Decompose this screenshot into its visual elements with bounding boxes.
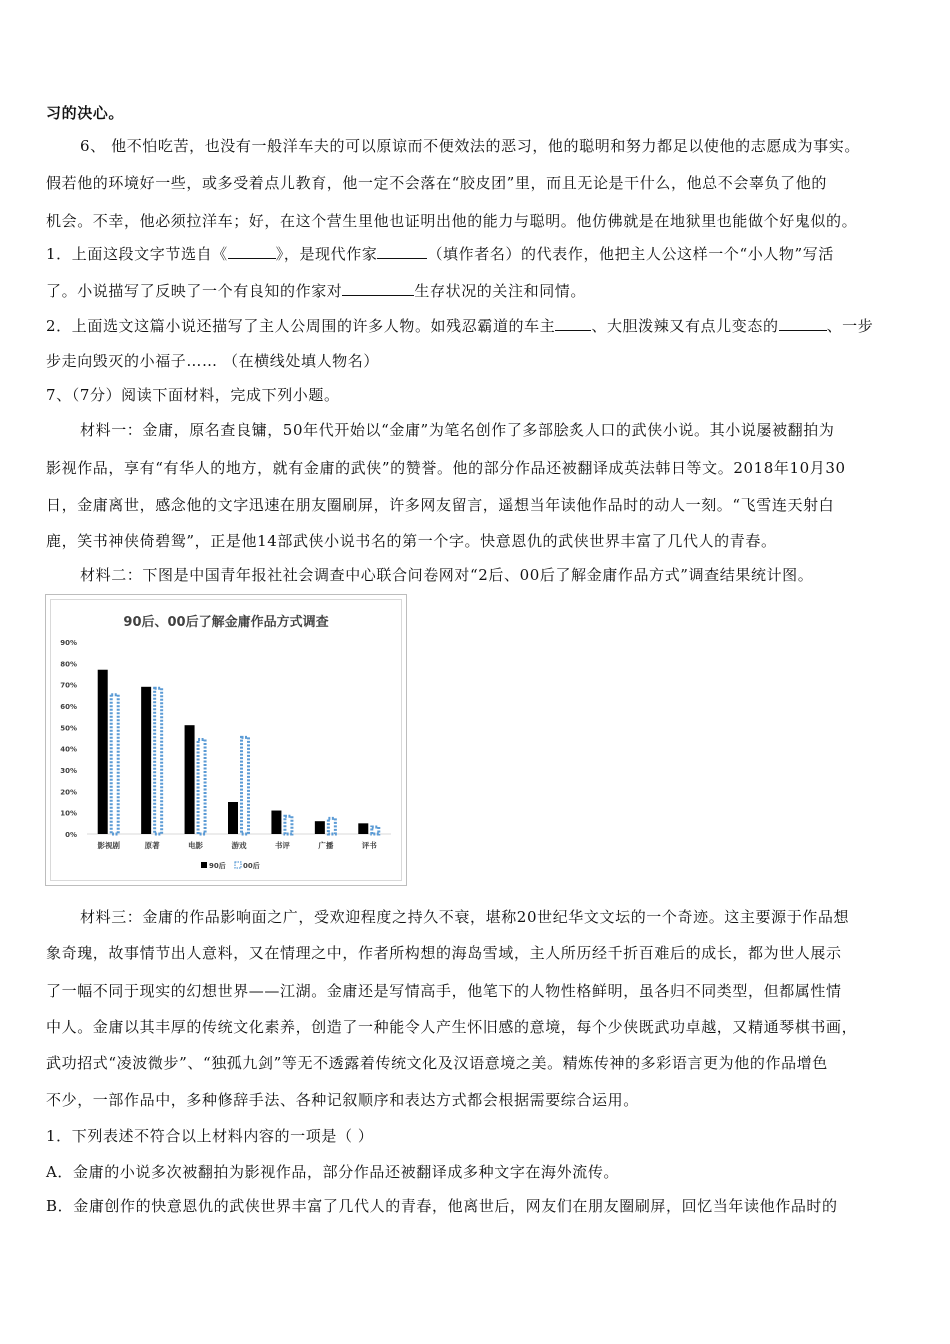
x-tick-label: 游戏 <box>231 841 247 850</box>
legend-swatch-00s <box>235 862 241 868</box>
bar-90s <box>358 823 368 834</box>
bar-00s <box>198 740 205 835</box>
question-line <box>46 316 912 336</box>
bar-90s <box>315 821 325 834</box>
x-tick-label: 影视剧 <box>97 841 120 850</box>
y-tick-label: 90% <box>60 639 77 647</box>
option-b: B．金庸创作的快意恩仇的武侠世界丰富了几代人的青春，他离世后，网友们在朋友圈刷屏，回忆当年读他作品时的 <box>46 1197 838 1215</box>
legend-swatch-90s <box>201 862 207 868</box>
bar-00s <box>155 688 162 834</box>
x-tick-label: 广播 <box>318 841 334 850</box>
text-line: 材料三：金庸的作品影响面之广，受欢迎程度之持久不衰，堪称20世纪华文文坛的一个奇迹。这主要源于作品想 <box>80 908 850 926</box>
text-line: 机会。不幸，他必须拉洋车；好，在这个营生里他也证明出他的能力与聪明。他仿佛就是在地狱里也能做个好鬼似的。 <box>46 212 858 230</box>
text-line: 影视作品，享有“有华人的地方，就有金庸的武侠”的赞誉。他的部分作品还被翻译成英法韩日等文。2018年10月30 <box>46 459 846 477</box>
fill-blank <box>228 244 276 259</box>
y-tick-label: 50% <box>60 724 77 733</box>
chart-area <box>50 599 402 881</box>
bar-90s <box>141 687 151 834</box>
bar-00s <box>111 695 118 834</box>
text-line: 日，金庸离世，感念他的文字迅速在朋友圈刷屏，许多网友留言，遥想当年读他作品时的动人一刻。“飞雪连天射白 <box>46 496 835 514</box>
question-text: 、一步 <box>826 317 874 335</box>
bar-00s <box>372 827 379 834</box>
question-line <box>46 281 912 301</box>
question-line <box>46 244 912 264</box>
question-text: 2．上面选文这篇小说还描写了主人公周围的许多人物。如残忍霸道的车主 <box>46 317 556 335</box>
text-line: 6、 他不怕吃苦，也没有一般洋车夫的可以原谅而不便效法的恶习，他的聪明和努力都足以使他的志愿成为事实。 <box>80 137 860 155</box>
question-text: （填作者名）的代表作，他把主人公这样一个“小人物”写活 <box>427 245 834 263</box>
text-line: 材料二：下图是中国青年报社社会调查中心联合问卷网对“2后、00后了解金庸作品方式”调查结果统计图。 <box>80 566 814 584</box>
bar-90s <box>98 670 108 834</box>
y-tick-label: 40% <box>60 745 77 754</box>
text-line: 武功招式“凌波微步”、“独孤九剑”等无不透露着传统文化及汉语意境之美。精炼传神的多彩语言更为他的作品增色 <box>46 1054 828 1072</box>
y-tick-label: 70% <box>60 681 77 690</box>
question-text: 了。小说描写了反映了一个有良知的作家对 <box>46 282 343 300</box>
text-line: 不少，一部作品中，多种修辞手法、各种记叙顺序和表达方式都会根据需要综合运用。 <box>46 1091 639 1109</box>
x-tick-label: 原著 <box>144 841 160 850</box>
bar-00s <box>242 737 249 834</box>
fill-blank <box>342 281 414 296</box>
text-line: 象奇瑰，故事情节出人意料，又在情理之中，作者所构想的海岛雪域，主人所历经千折百难后的成长，都为世人展示 <box>46 944 842 962</box>
y-tick-label: 20% <box>60 788 77 797</box>
bar-chart <box>51 600 401 880</box>
legend-label-90s: 90后 <box>209 862 226 870</box>
y-tick-label: 30% <box>60 767 77 775</box>
bar-00s <box>328 818 335 834</box>
text-line: 习的决心。 <box>46 104 125 122</box>
text-line: 中人。金庸以其丰厚的传统文化素养，创造了一种能令人产生怀旧感的意境，每个少侠既武功卓越，又精通琴棋书画， <box>46 1018 858 1036</box>
text-line: 假若他的环境好一些，或多受着点儿教育，他一定不会落在“胶皮团”里，而且无论是干什么，他总不会辜负了他的 <box>46 174 827 192</box>
option-a: A．金庸的小说多次被翻拍为影视作品，部分作品还被翻译成多种文字在海外流传。 <box>46 1163 620 1181</box>
y-tick-label: 60% <box>60 703 77 711</box>
text-line: 7、（7分）阅读下面材料，完成下列小题。 <box>46 386 340 404</box>
x-tick-label: 电影 <box>188 841 204 850</box>
chart-title: 90后、00后了解金庸作品方式调查 <box>123 615 329 630</box>
question-line: 1．下列表述不符合以上材料内容的一项是（ ） <box>46 1127 374 1145</box>
text-line: 步走向毁灭的小福子…… （在横线处填人物名） <box>46 352 379 370</box>
question-text: 》，是现代作家 <box>275 245 378 263</box>
x-tick-label: 评书 <box>361 841 377 850</box>
legend-label-00s: 00后 <box>243 862 260 870</box>
fill-blank <box>779 316 827 331</box>
bar-90s <box>228 802 238 834</box>
bar-00s <box>285 816 292 834</box>
text-line: 材料一：金庸，原名查良镛，50年代开始以“金庸”为笔名创作了多部脍炙人口的武侠小说。其小说屡被翻拍为 <box>80 421 835 439</box>
question-text: 1．上面这段文字节选自《 <box>46 245 228 263</box>
x-tick-label: 书评 <box>274 841 290 850</box>
bar-90s <box>271 811 281 834</box>
fill-blank <box>377 244 427 259</box>
question-text: 、大胆泼辣又有点儿变态的 <box>591 317 779 335</box>
chart-frame <box>45 594 407 886</box>
question-text: 生存状况的关注和同情。 <box>414 282 587 300</box>
text-line: 了一幅不同于现实的幻想世界——江湖。金庸还是写情高手，他笔下的人物性格鲜明，虽各归不同类型，但都属性情 <box>46 982 842 1000</box>
y-tick-label: 80% <box>60 660 77 669</box>
y-tick-label: 0% <box>65 831 77 839</box>
bar-90s <box>185 725 195 834</box>
fill-blank <box>555 316 591 331</box>
text-line: 鹿，笑书神侠倚碧鸳”，正是他14部武侠小说书名的第一个字。快意恩仇的武侠世界丰富了几代人的青春。 <box>46 532 777 550</box>
y-tick-label: 10% <box>60 809 77 818</box>
